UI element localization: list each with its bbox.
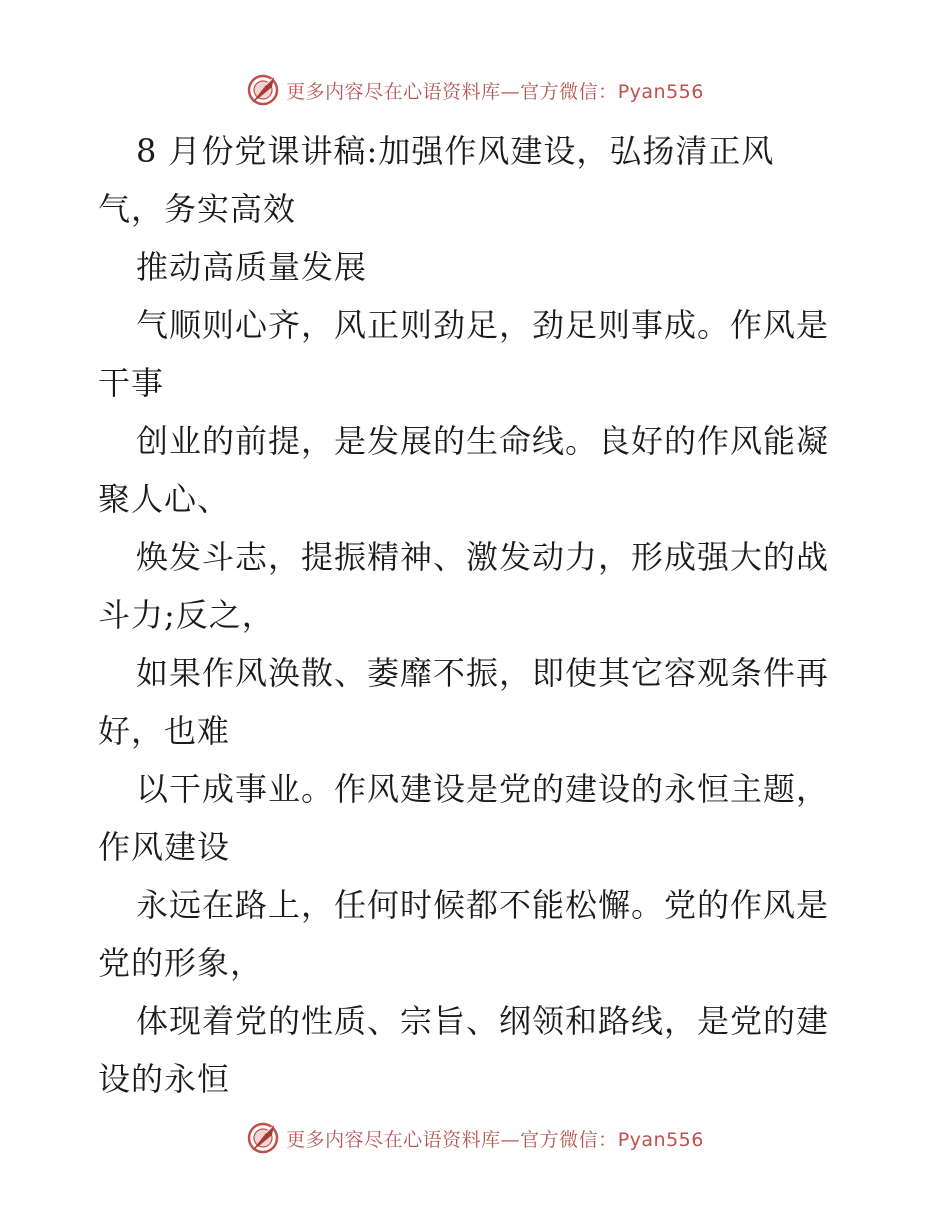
quill-logo-icon (246, 73, 280, 107)
watermark-wechat-id: Pyan556 (617, 1128, 704, 1151)
text-line: 气顺则心齐，风正则劲足，劲足则事成。作风是 (136, 306, 830, 344)
text-line: 推动高质量发展 (136, 248, 368, 286)
page-footer-watermark (0, 1118, 950, 1158)
watermark-dash: — (500, 80, 521, 103)
text-line: 党的形象， (98, 944, 264, 982)
text-line: 斗力;反之， (98, 596, 275, 634)
quill-logo-icon (246, 1121, 280, 1155)
watermark-dash: — (500, 1128, 521, 1151)
watermark-wechat-id: Pyan556 (617, 80, 704, 103)
watermark-text (286, 1125, 704, 1152)
page-header-watermark (0, 70, 950, 110)
text-line: 创业的前提，是发展的生命线。良好的作风能凝 (136, 422, 830, 460)
text-line: 8 月份党课讲稿:加强作风建设，弘扬清正风 (136, 132, 775, 170)
text-line: 聚人心、 (98, 480, 231, 518)
text-line: 永远在路上，任何时候都不能松懈。党的作风是 (136, 886, 830, 924)
document-body (98, 122, 858, 1108)
text-line: 干事 (98, 364, 165, 402)
watermark-cn: 更多内容尽在心语资料库 (286, 80, 501, 103)
text-line: 如果作风涣散、萎靡不振，即使其它容观条件再 (136, 654, 830, 692)
text-line: 好，也难 (98, 712, 231, 750)
text-line: 体现着党的性质、宗旨、纲领和路线，是党的建 (136, 1002, 830, 1040)
text-line: 作风建设 (98, 828, 231, 866)
watermark-wechat-label: 官方微信： (520, 1128, 618, 1151)
text-line: 焕发斗志，提振精神、激发动力，形成强大的战 (136, 538, 830, 576)
watermark-cn: 更多内容尽在心语资料库 (286, 1128, 501, 1151)
watermark-wechat-label: 官方微信： (520, 80, 618, 103)
watermark-text (286, 77, 704, 104)
text-line: 设的永恒 (98, 1060, 231, 1098)
text-line: 以干成事业。作风建设是党的建设的永恒主题， (136, 770, 830, 808)
text-line: 气，务实高效 (98, 190, 297, 228)
